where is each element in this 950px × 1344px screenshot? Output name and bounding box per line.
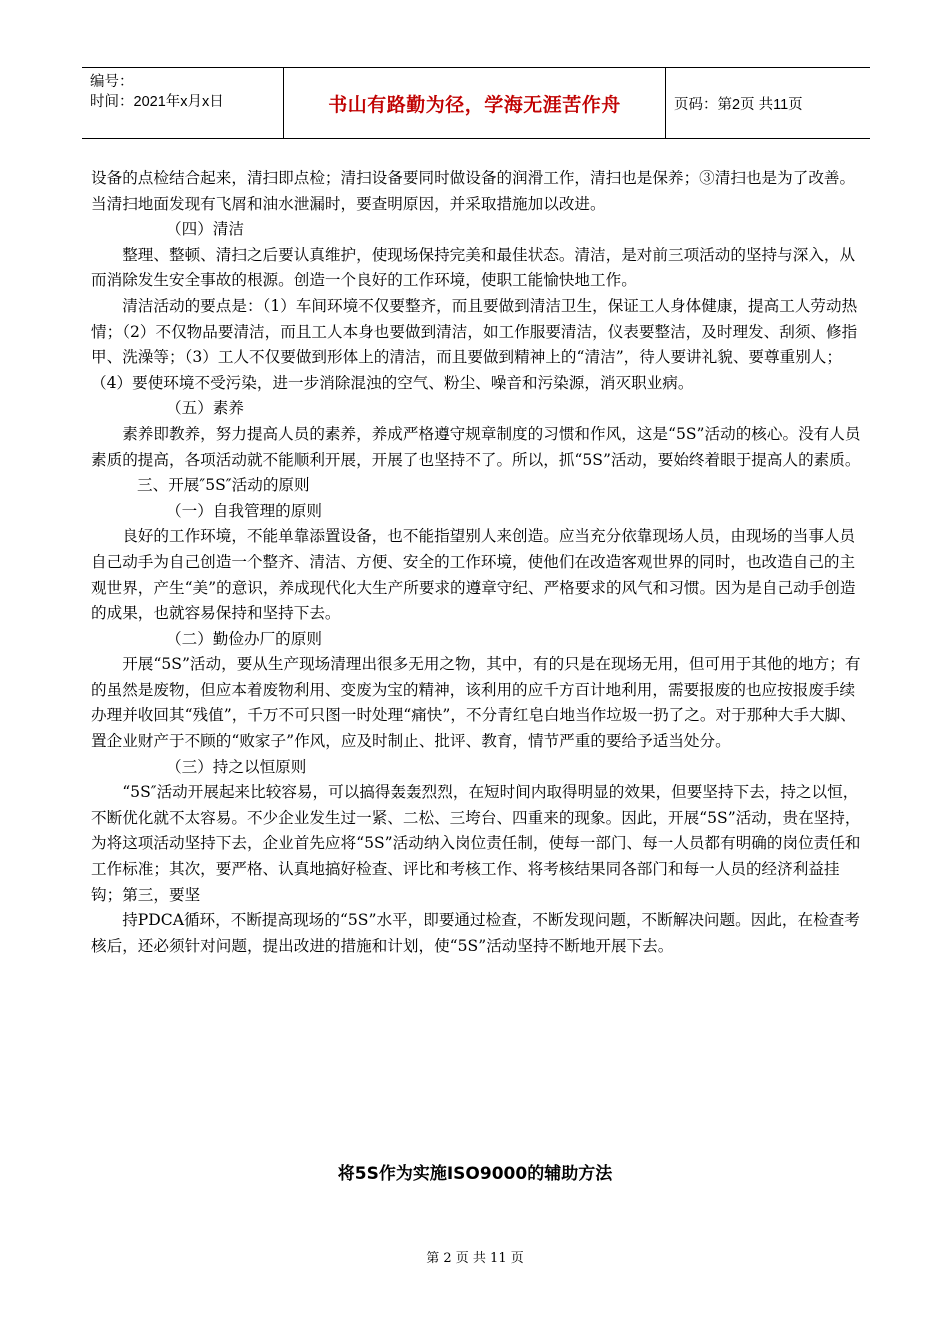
document-date-label: 时间：2021年x月x日	[90, 94, 224, 110]
header-page-info: 页码：第2页 共11页	[674, 96, 803, 113]
document-number-label: 编号：	[90, 74, 134, 90]
paragraph: 素养即教养，努力提高人员的素养，养成严格遵守规章制度的习惯和作风，这是“5S”活动的核心。没有人员素质的提高，各项活动就不能顺利开展，开展了也坚持不了。所以，抓“5S”活动，要始终着眼于提高人的素质。	[91, 424, 861, 469]
chapter-title: 将5S作为实施ISO9000的辅助方法	[337, 1164, 613, 1184]
paragraph: 设备的点检结合起来，清扫即点检；清扫设备要同时做设备的润滑工作，清扫也是保养；③清扫也是为了改善。当清扫地面发现有飞屑和油水泄漏时，要查明原因，并采取措施加以改进。	[91, 169, 856, 213]
paragraph: “5S″活动开展起来比较容易，可以搞得轰轰烈烈，在短时间内取得明显的效果，但要坚持下去，持之以恒，不断优化就不太容易。不少企业发生过一紧、二松、三垮台、四重来的现象。因此，开展“5S”活动，贵在坚持，为将这项活动坚持下去，企业首先应将“5S”活动纳入岗位责任制，使每一部门、每一人员都有明确的岗位责任和工作标准；其次，要严格、认真地搞好检查、评比和考核工作、将考核结果同各部门和每一人员的经济利益挂钩；第三，要坚	[91, 783, 861, 904]
page-header	[82, 67, 870, 139]
paragraph: 良好的工作环境，不能单靠添置设备，也不能指望别人来创造。应当充分依靠现场人员，由现场的当事人员自己动手为自己创造一个整齐、清洁、方便、安全的工作环境，使他们在改造客观世界的同时，也改造自己的主观世界，产生“美”的意识，养成现代化大生产所要求的遵章守纪、严格要求的风气和习惯。因为是自己动手创造的成果，也就容易保持和坚持下去。	[91, 527, 856, 623]
section-heading: 三、开展″5S″活动的原则	[137, 476, 310, 495]
paragraph: 整理、整顿、清扫之后要认真维护，使现场保持完美和最佳状态。清洁，是对前三项活动的坚持与深入，从而消除发生安全事故的根源。创造一个良好的工作环境，使职工能愉快地工作。	[91, 245, 856, 290]
subsection-heading: （四）清洁	[166, 220, 244, 239]
document-body	[91, 166, 861, 959]
header-divider-left	[283, 68, 284, 138]
subsection-heading: （一）自我管理的原则	[166, 501, 322, 520]
page-footer: 第 2 页 共 11 页	[426, 1251, 524, 1266]
subsection-heading: （二）勤俭办厂的原则	[166, 629, 322, 648]
subsection-heading: （三）持之以恒原则	[166, 757, 307, 776]
header-motto: 书山有路勤为径，学海无涯苦作舟	[328, 93, 621, 116]
paragraph: 持PDCA循环，不断提高现场的“5S”水平，即要通过检查，不断发现问题，不断解决问题。因此，在检查考核后，还必须针对问题，提出改进的措施和计划，使“5S”活动坚持不断地开展下去。	[91, 911, 860, 955]
header-meta	[90, 72, 280, 112]
subsection-heading: （五）素养	[166, 399, 244, 418]
paragraph: 清洁活动的要点是：（1）车间环境不仅要整齐，而且要做到清洁卫生，保证工人身体健康，提高工人劳动热情；（2）不仅物品要清洁，而且工人本身也要做到清洁，如工作服要清洁，仪表要整洁，及时理发、刮须、修指甲、洗澡等；（3）工人不仅要做到形体上的清洁，而且要做到精神上的“清洁”，待人要讲礼貌、要尊重别人；（4）要使环境不受污染，进一步消除混浊的空气、粉尘、噪音和污染源，消灭职业病。	[91, 296, 858, 392]
header-divider-right	[665, 68, 666, 138]
paragraph: 开展“5S”活动，要从生产现场清理出很多无用之物，其中，有的只是在现场无用，但可用于其他的地方；有的虽然是废物，但应本着废物利用、变废为宝的精神，该利用的应千方百计地利用，需要报废的也应按报废手续办理并收回其“残值”，千万不可只图一时处理“痛快”，不分青红皂白地当作垃圾一扔了之。对于那种大手大脚、置企业财产于不顾的“败家子”作风，应及时制止、批评、教育，情节严重的要给予适当处分。	[91, 655, 861, 751]
